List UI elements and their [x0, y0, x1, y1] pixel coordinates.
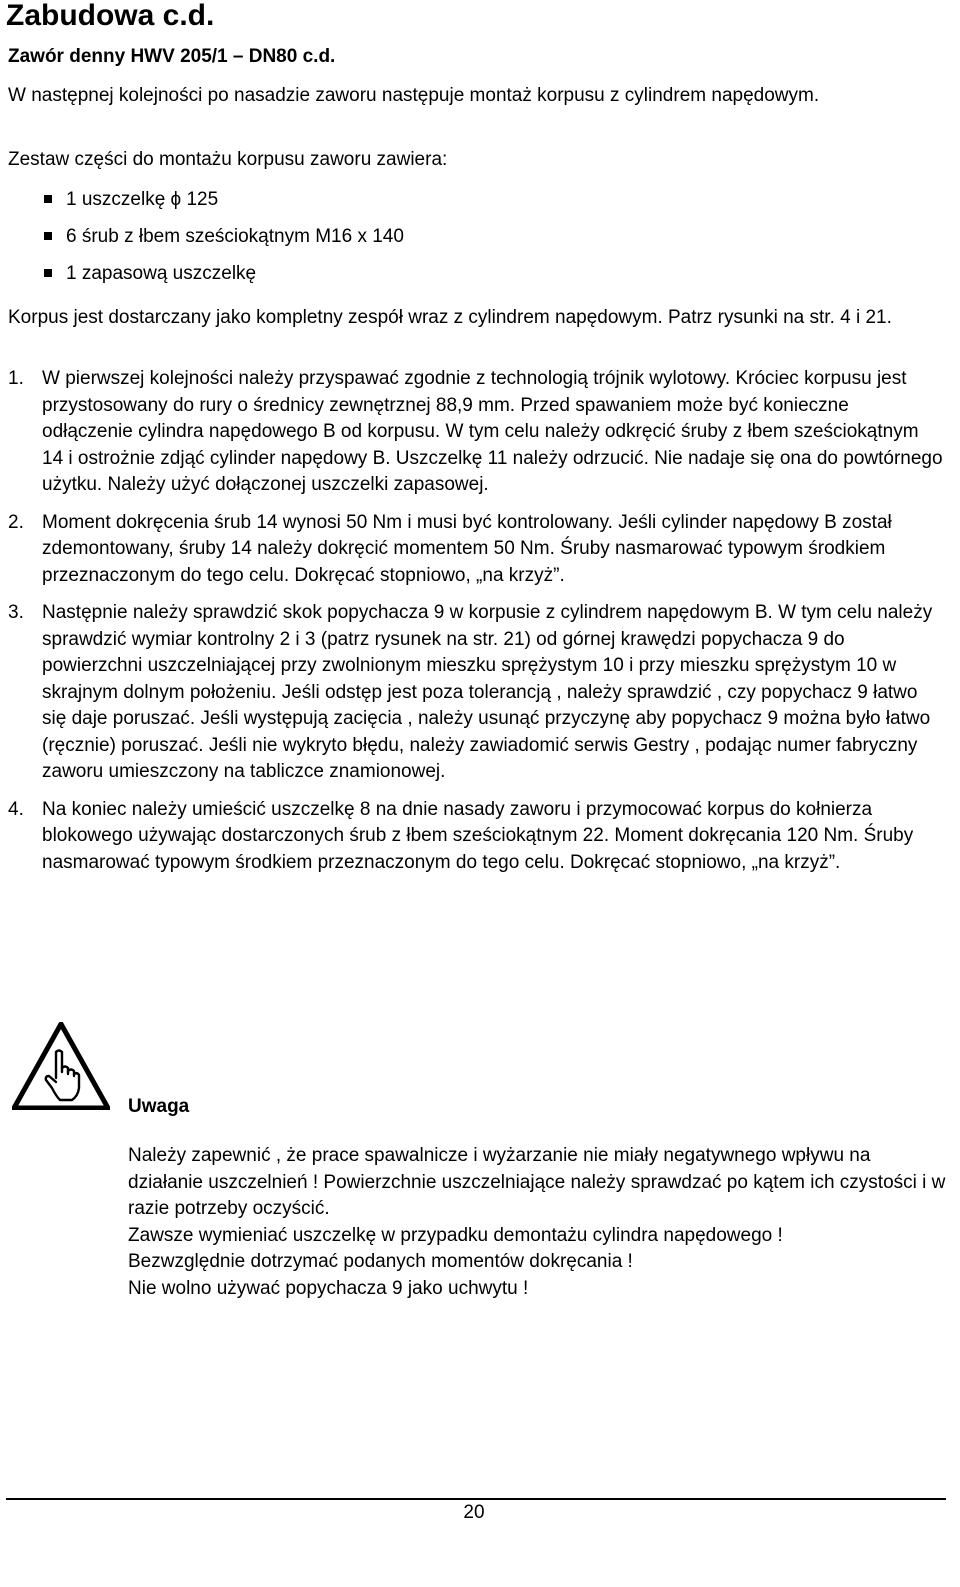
step-item [8, 600, 943, 786]
square-bullet-icon [44, 232, 52, 240]
list-item [8, 261, 404, 298]
list-item-text: 6 śrub z łbem sześciokątnym M16 x 140 [66, 226, 404, 247]
step-number: 3. [8, 602, 24, 623]
page-title: Zabudowa c.d. [6, 0, 215, 32]
list-item [8, 187, 404, 224]
kit-list [8, 187, 404, 298]
warning-heading: Uwaga [128, 1096, 190, 1117]
warning-text [128, 1143, 948, 1302]
warning-line: Zawsze wymieniać uszczelkę w przypadku demontażu cylindra napędowego ! [128, 1224, 783, 1246]
step-text: W pierwszej kolejności należy przyspawać zgodnie z technologią trójnik wylotowy. Króciec korpusu jest przystosowany do rury o średnicy zewnętrznej 88,9 mm. Przed spawaniem może być konieczne odłączenie cylindra napędowego B od korpusu. W tym celu należy odkręcić śruby z łbem sześciokątnym 14 i ostrożnie zdjąć cylinder napędowy B. Uszczelkę 11 należy odrzucić. Nie nadaje się ona do powtórnego użytku. Należy użyć dołączonej uszczelki zapasowej. [42, 368, 943, 495]
step-item [8, 366, 943, 499]
list-item-text: 1 zapasową uszczelkę [66, 263, 257, 284]
warning-line: Nie wolno używać popychacza 9 jako uchwytu ! [128, 1277, 529, 1299]
warning-line: Należy zapewnić , że prace spawalnicze i wyżarzanie nie miały negatywnego wpływu na działanie uszczelnień ! Powierzchnie uszczelniające należy sprawdzać po kątem ich czystości i w razie potrzeby oczyścić. [128, 1145, 946, 1219]
step-text: Na koniec należy umieścić uszczelkę 8 na dnie nasady zaworu i przymocować korpus do kołnierza blokowego używając dostarczonych śrub z łbem sześciokątnym 22. Moment dokręcania 120 Nm. Śruby nasmarować typowym środkiem przeznaczonym do tego celu. Dokręcać stopniowo, „na krzyż”. [42, 798, 914, 873]
step-number: 4. [8, 798, 24, 820]
warning-line: Bezwzględnie dotrzymać podanych momentów dokręcania ! [128, 1251, 633, 1272]
steps-list [8, 366, 943, 887]
step-text: Moment dokręcenia śrub 14 wynosi 50 Nm i musi być kontrolowany. Jeśli cylinder napędowy B został zdemontowany, śruby 14 należy dokręcić momentem 50 Nm. Śruby nasmarować typowym środkiem przeznaczonym do tego celu. Dokręcać stopniowo, „na krzyż”. [42, 511, 892, 586]
step-text: Następnie należy sprawdzić skok popychacza 9 w korpusie z cylindrem napędowym B. W tym celu należy sprawdzić wymiar kontrolny 2 i 3 (patrz rysunek na str. 21) od górnej krawędzi popychacza 9 do powierzchni uszczelniającej przy zwolnionym mieszku sprężystym 10 i przy mieszku sprężystym 10 w skrajnym dolnym położeniu. Jeśli odstęp jest poza tolerancją , należy sprawdzić , czy popychacz 9 łatwo się daje poruszać. Jeśli występują zacięcia , należy usunąć przyczynę aby popychacz 9 można było łatwo (ręcznie) poruszać. Jeśli nie wykryto błędu, należy zawiadomić serwis Gestry , podając numer fabryczny zaworu umieszczony na tabliczce znamionowej. [42, 602, 933, 782]
section-subtitle: Zawór denny HWV 205/1 – DN80 c.d. [8, 46, 336, 67]
intro-paragraph: W następnej kolejności po nasadzie zaworu następuje montaż korpusu z cylindrem napędowym. [8, 85, 820, 106]
step-item [8, 797, 943, 877]
list-item-text: 1 uszczelkę ϕ 125 [66, 189, 219, 210]
list-item [8, 224, 404, 261]
step-item [8, 510, 943, 590]
step-number: 2. [8, 511, 24, 533]
body-note-paragraph: Korpus jest dostarczany jako kompletny zespół wraz z cylindrem napędowym. Patrz rysunki na str. 4 i 21. [8, 307, 892, 328]
kit-intro-paragraph: Zestaw części do montażu korpusu zaworu zawiera: [8, 149, 448, 170]
step-number: 1. [8, 368, 24, 389]
page-number: 20 [463, 1502, 485, 1523]
square-bullet-icon [44, 269, 52, 277]
warning-hand-icon [12, 1022, 110, 1110]
square-bullet-icon [44, 195, 52, 203]
